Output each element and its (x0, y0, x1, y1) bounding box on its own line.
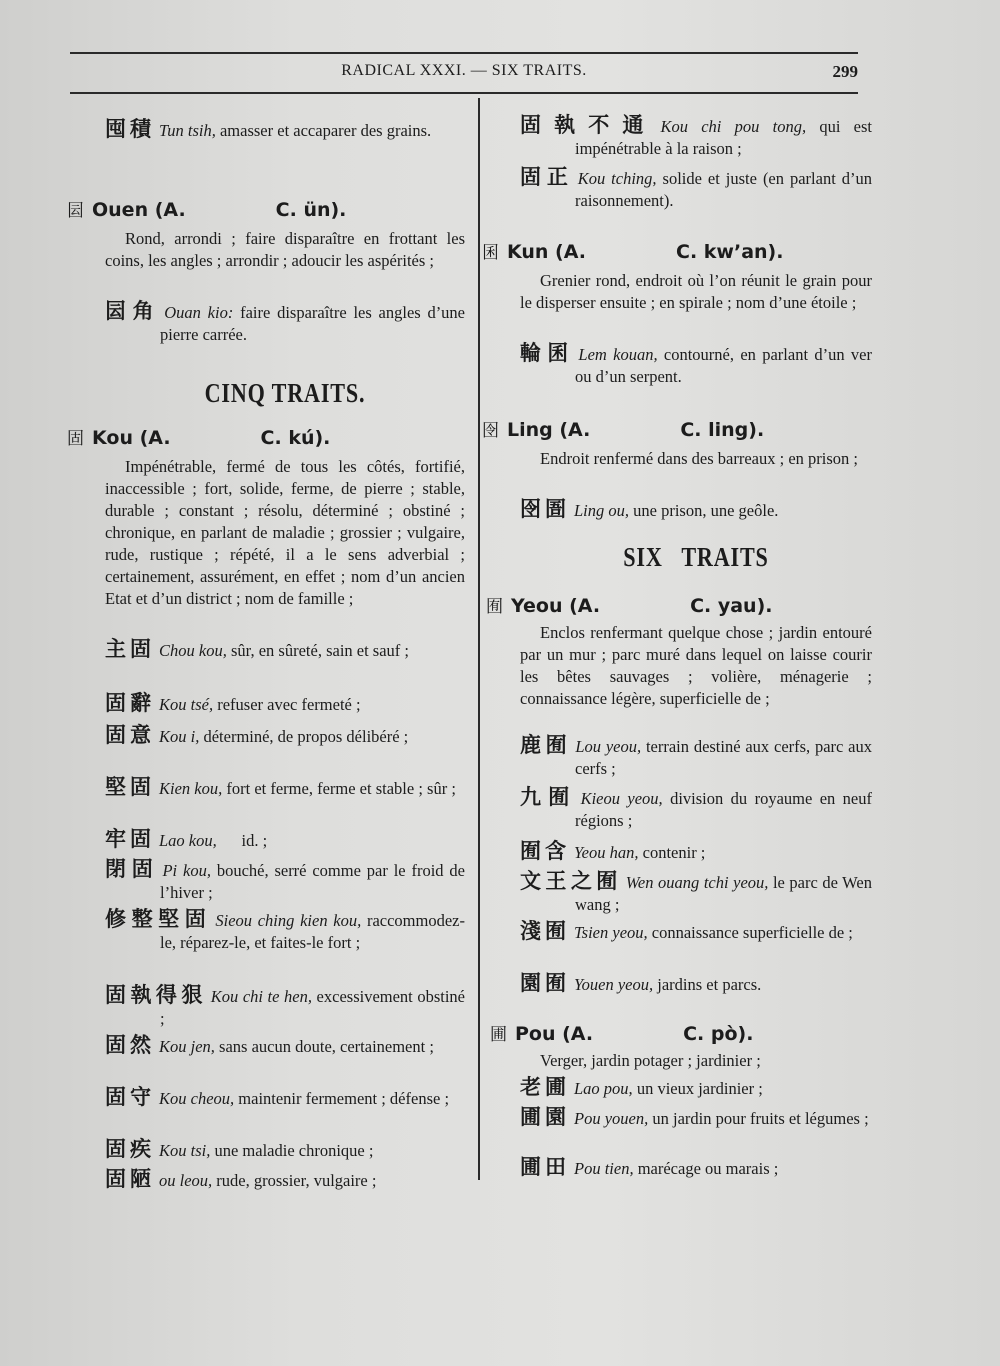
header-title: RADICAL XXXI. — SIX TRAITS. (341, 62, 587, 79)
entry-example: 圃田 Pou tien, marécage ou marais ; (520, 1155, 779, 1179)
entry-example: 堅固 Kien kou, fort et ferme, ferme et stable ; sûr ; (105, 775, 456, 799)
entry-definition: Enclos renfermant quelque chose ; jardin entouré par un mur ; parc muré dans lequel on laisse courir les bêtes sauvages ; volière, ménagerie ; connaissance légère, superficielle de ; (520, 623, 872, 708)
entry-example: 固陋 ou leou, rude, grossier, vulgaire ; (105, 1167, 377, 1191)
entry-example: 囤積 Tun tsih, amasser et accaparer des grains. (105, 117, 432, 141)
entry-head-pou: 圃 Pou (A. C. pò). (490, 1023, 754, 1045)
entry-example: 淺囿 Tsien yeou, connaissance superficielle de ; (520, 919, 853, 943)
entry-definition: Verger, jardin potager ; jardinier ; (540, 1051, 761, 1070)
entry-head-ling: 囹 Ling (A. C. ling). (482, 419, 765, 441)
entry-example: 圃園 Pou youen, un jardin pour fruits et légumes ; (520, 1105, 869, 1129)
section-heading: CINQ TRAITS. (204, 378, 366, 408)
top-rule (70, 52, 858, 54)
entry-example: 囹圄 Ling ou, une prison, une geôle. (520, 497, 779, 521)
entry-head-kou: 固 Kou (A. C. kú). (67, 427, 331, 449)
entry-example: 閉固 Pi kou, bouché, serré comme par le froid de l’hiver ; (105, 857, 465, 902)
column-divider (478, 98, 480, 1180)
entry-example: 固守 Kou cheou, maintenir fermement ; défense ; (105, 1085, 450, 1109)
entry-example: 固意 Kou i, déterminé, de propos délibéré ; (105, 723, 409, 747)
entry-example: 囩角 Ouan kio: faire disparaître les angles d’une pierre carrée. (105, 299, 466, 344)
entry-example: 牢固 Lao kou, id. ; (105, 827, 268, 851)
entry-example: 固辭 Kou tsé, refuser avec fermeté ; (105, 691, 361, 715)
entry-definition: Rond, arrondi ; faire disparaître en frottant les coins, les angles ; arrondir ; adoucir les aspérités ; (105, 229, 465, 270)
entry-example: 輪囷 Lem kouan, contourné, en parlant d’un ver ou d’un serpent. (520, 341, 872, 386)
entry-head-yeou: 囿 Yeou (A. C. yau). (486, 595, 773, 617)
entry-definition: Impénétrable, fermé de tous les côtés, fortifié, inaccessible ; fort, solide, ferme, de pierre ; stable, durable ; constant ; résolu, déterminé ; obstiné ; chronique, en parlant de maladie ; grossier ; vulgaire, rude, rustique ; répété, il a le sens adverbial ; certainement, assurément, en effet ; nom d’un ancien Etat et d’un district ; nom de famille ; (105, 457, 465, 608)
entry-head-kun: 囷 Kun (A. C. kw’an). (482, 241, 784, 263)
entry-example: 固執不通 Kou chi pou tong, qui est impénétrable à la raison ; (520, 113, 872, 158)
entry-example: 囿含 Yeou han, contenir ; (520, 839, 706, 863)
section-heading: SIX TRAITS (623, 542, 769, 572)
entry-definition: Grenier rond, endroit où l’on réunit le grain pour le disperser ensuite ; en spirale ; nom d’une étoile ; (520, 271, 872, 312)
entry-example: 固然 Kou jen, sans aucun doute, certainement ; (105, 1033, 434, 1057)
header-rule (70, 92, 858, 94)
entry-example: 固疾 Kou tsi, une maladie chronique ; (105, 1137, 374, 1161)
running-header (70, 62, 858, 90)
entry-example: 文王之囿 Wen ouang tchi yeou, le parc de Wen wang ; (520, 869, 872, 914)
entry-head-ouen: 囩 Ouen (A. C. ün). (67, 199, 347, 221)
entry-definition: Endroit renfermé dans des barreaux ; en prison ; (540, 449, 858, 468)
entry-example: 固執得狠 Kou chi te hen, excessivement obstiné ; (105, 983, 465, 1028)
entry-example: 修整堅固 Sieou ching kien kou, raccommodez-le, réparez-le, et faites-le fort ; (105, 907, 465, 952)
entry-example: 老圃 Lao pou, un vieux jardinier ; (520, 1075, 763, 1099)
entry-example: 園囿 Youen yeou, jardins et parcs. (520, 971, 762, 995)
entry-example: 固正 Kou tching, solide et juste (en parlant d’un raisonnement). (520, 165, 873, 210)
page-number: 299 (832, 62, 858, 81)
entry-example: 鹿囿 Lou yeou, terrain destiné aux cerfs, parc aux cerfs ; (520, 733, 873, 778)
entry-example: 主固 Chou kou, sûr, en sûreté, sain et sauf ; (105, 637, 410, 661)
entry-example: 九囿 Kieou yeou, division du royaume en neuf régions ; (520, 785, 873, 830)
